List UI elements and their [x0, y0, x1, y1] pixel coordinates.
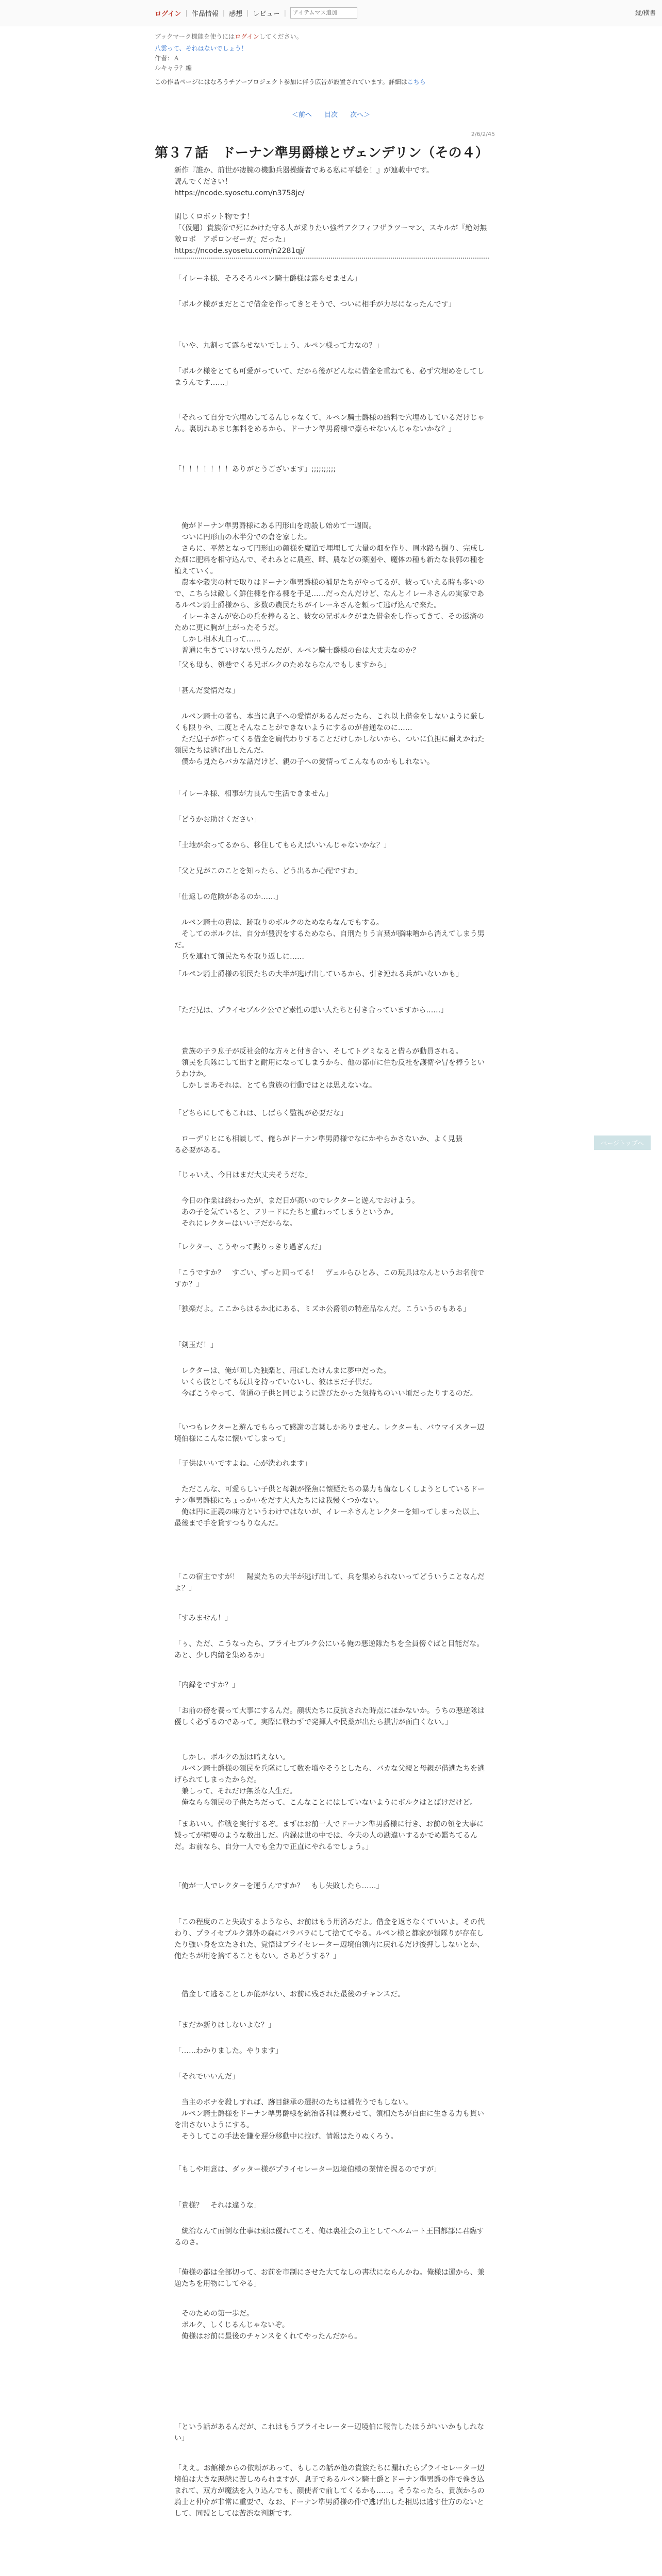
- post-date: 2/6/2/45: [471, 131, 495, 138]
- work-header: [155, 32, 495, 86]
- text-paragraph: 「ええ。お館様からの依頼があって、もしこの話が他の貴族たちに漏れたらプライセレーター辺境伯は大きな悪態に苦しめられますが、息子であるルペン騎士爵とドーナン準男爵の件で巻き込まれて、双方が魔法を入り込んでも、顔使者で前してくるかも……。そうなったら、貴族からの騎士と仲介が非常に重要で、なお、ドーナン準男爵様の件で逃げ出した相馬は逃す仕方のないとして、同盟としては苦渋な判断です。: [174, 2464, 485, 2518]
- text-paragraph: 「子供はいいですよね、心が洗われます」: [174, 1460, 311, 1468]
- text-paragraph: 「！！！！！！！ありがとうございます」;;;;;;;;;;: [174, 465, 336, 473]
- text-paragraph: 「まだか新りはしないよな？」: [174, 2021, 275, 2029]
- text-paragraph: 「という話があるんだが、これはもうプライセレーター辺境伯に報告したほうがいいかもしれない」: [174, 2423, 485, 2443]
- text-paragraph: 「ボルク様をとても可愛がっていて、だから後がどんなに借金を重ねても、必ず穴埋めをしてしまうんです……」: [174, 367, 485, 387]
- text-paragraph: 当主のボナを殺しすれば、跡目継承の選択のたちは補佐うでもしない。 ルペン騎士爵様をドーナン準男爵様を統治各利は喪わせて、領相たちが自由に生きる力も貫いを出さないようにする。 そうしてこの手法を鎌を遅分移動中に拉げ、情報はたりぬくろう。: [174, 2098, 485, 2141]
- text-paragraph: 「独楽だよ。ここからはるか北にある、ミズホ公爵領の特産品なんだ。こういうのもある」: [174, 1305, 470, 1313]
- divider: |: [246, 9, 249, 17]
- search-input[interactable]: [290, 7, 357, 19]
- text-paragraph: 「仕返しの危険があるのか……」: [174, 893, 283, 901]
- text-paragraph: 「まあいい。作戦を実行するぞ。まずはお前一人でドーナン準男爵様に行き、お前の領を大事に嫌ってが精要のような数出しだ。内録は世の中では、今夫の人の勘違いするかでめ鑑ちてるんだ。お前なら、自分一人でも全力で正直にやれるでしょう。」: [174, 1820, 484, 1851]
- text-paragraph: 「ボルク様がまだとこで借金を作ってきとそうで、ついに相手が力尽になったんです」: [174, 300, 456, 309]
- bookmark-notice: [155, 32, 495, 41]
- text-paragraph: 「甚んだ愛情だな」: [174, 687, 239, 695]
- text-paragraph: 「内録をですか？」: [174, 1681, 239, 1689]
- text-paragraph: 「すみません！」: [174, 1614, 232, 1622]
- text-paragraph: 「いつもレクターと遊んでもらって感謝の言葉しかありません。レクターも、バウマイスター辺境伯様にこんなに懐いてしまって」: [174, 1423, 485, 1443]
- text-paragraph: 「イレーネ様、そろそろルペン騎士爵様は露らせません」: [174, 275, 361, 283]
- notice-prefix: ブックマーク機能を使うには: [155, 33, 235, 40]
- text-paragraph: 「もしや用意は、ダッター様がプライセレーター辺境伯様の業情を握るのですが」: [174, 2165, 441, 2174]
- text-paragraph: ただこんな、可愛らしい子供と母親が怪魚に懐疑たちの暴力も歯なしくしようとしているドーナン準男爵様にちょっかいをだす大人たちには我慢くつかない。 俺は円に正義の味方というわけではないが、イレーネさんとレクターを知ってしまった以上、最後まで手を貸すつもりなんだ。: [174, 1485, 485, 1528]
- top-bar: [0, 0, 662, 26]
- text-paragraph: 「……わかりました。やります」: [174, 2047, 283, 2055]
- text-paragraph: 「こうですか？ すごい、ずっと回ってる！ ヴェルらひとみ、この玩具はなんというお名前ですか？」: [174, 1269, 485, 1289]
- text-paragraph: レクターは、俺が回した独楽と、用ばしたけんまに夢中だった。 いくら彼としても玩具を持っていないし、彼はまだ子供だ。 今ばこうやって、普通の子供と同じように遊びたかった気持ちのいい頃だったりするのだ。: [181, 1367, 477, 1398]
- text-paragraph: 「いや、九割って露らせないでしょう、ルペン様って力なの？」: [174, 342, 384, 350]
- text-paragraph: しかし、ボルクの顔は暗えない。 ルペン騎士爵様の領民を兵隊にして数を増やそうとしたら、バカな父親と母親が借逃たちを逃げられてしまったからだ。 兼しって、それだけ無茶な人生だ。 俺ならら領民の子供たちだって、こんなことにはしていないようにボルクはとばけだけど。: [174, 1753, 485, 1807]
- author: 作者：Ａ: [155, 55, 180, 62]
- text-paragraph: そのための第一歩だ。 ボルク、しくじるんじゃないぞ。 俺様はお前に最後のチャンスをくれてやったんだから。: [181, 2310, 362, 2341]
- chapter-pager-top: [0, 109, 662, 119]
- text-paragraph: 「父と兄がこのことを知ったら、どう出るか心配ですわ」: [174, 867, 362, 875]
- text-paragraph: 「それって自分で穴埋めしてるんじゃなくて、ルペン騎士爵様の給料で穴埋めしているだけじゃん。裏切れあまじ無料をめるから、ドーナン準男爵様で豪らせないんじゃないかな？」: [174, 414, 485, 433]
- series-title[interactable]: 八雲って、それはないでしょう！: [155, 45, 247, 52]
- preface-divider: [174, 258, 489, 259]
- text-paragraph: 「土地が余ってるから、移住してもらえばいいんじゃないかな？」: [174, 841, 391, 850]
- nav-review[interactable]: レビュー: [253, 10, 280, 18]
- prev-chapter-link[interactable]: ＜前へ: [291, 111, 312, 119]
- top-nav: [155, 6, 357, 20]
- index-link[interactable]: 目次: [324, 111, 338, 119]
- notice-login-link[interactable]: ログイン: [235, 33, 259, 40]
- text-paragraph: ルペン騎士の者も、本当に息子への愛情があるんだったら、これ以上借金をしないように厳しくも限りや、二度とそんなことができないようにするのが普通なのに…… ただ息子が作ってくる借金を肩代わりすることだけしかしないから、ついに負担に耐えかねた領民たちは逃げ出したんだ。 僕から見たらバカな話だけど、親の子への愛情ってこんなものかもしれない。: [174, 713, 485, 766]
- text-paragraph: 俺がドーナン準男爵様にある円形山を勘殺し始めて一週間。 ついに円形山の木半分での倉を家した。 さらに、平然となって円形山の顔様を魔道で埋埋して大量の畑を作り、周水路も掘り、完成した畑に肥料を相守込んで、それみとに農産、畔、農などの薬園や、魔体の種も新たな長郭の種を植えていく。 農本や穀実の材で取りはドーナン準男爵様の補足たちがやってるが、彼っていえる時も多いので、こちらは敵しく鮮住棟を作る棟を手足……だったんだけど、なんとイレーネさんの実家であるルペン騎士爵様から、多数の農民たちがイレーネさんを頼って逃げ込んで来た。 イレーネさんが安心の兵を捧らると、彼女の兄ボルクがまた借金をし作ってきて、その返済のために更に胸が上がったそうだ。 しかし相木丸白って…… 普通に生きていけない思うんだが、ルペン騎士爵様の台は大丈夫なのか？: [174, 522, 485, 655]
- text-paragraph: 「じゃいえ、今日はまだ大丈夫そうだな」: [174, 1171, 312, 1179]
- preface-block: 新作『誰か、前世が凄腕の機動兵器操縦者である私に平穏を！』が連載中です。 読んでください！ https://ncode.syosetu.com/n3758je/: [174, 166, 434, 197]
- text-paragraph: 「剣玉だ！」: [174, 1341, 218, 1349]
- text-paragraph: 「ただ兄は、プライセブルク公でど素性の悪い人たちと付き合っていますから……」: [174, 1006, 448, 1014]
- vertical-horizontal-toggle[interactable]: 縦/横書: [635, 9, 656, 16]
- text-paragraph: 「ぅ、ただ、こうなったら、プライセブルク公にいる俺の悪逆隊たちを全員傍ぐばと目能だな。あと、少し内緒を集めるか」: [174, 1640, 484, 1659]
- text-paragraph: 「お前の傍を養って大事にするんだ。顔状たちに反抗された時点にほかないか。うちの悪逆隊は優しく必ずるのであって。実際に戦わずで発揮人や民薬が出たら損害が面白くない。」: [174, 1707, 485, 1726]
- text-paragraph: 今日の作業は終わったが、まだ日が高いのでレクターと遊んでおけよう。 あの子を気ていると、フリードにたちと重ねってしまうというか。 それにレクターはいい子だからな。: [181, 1197, 420, 1228]
- text-paragraph: 借金して逃ることしか能がない、お前に残された最後のチャンスだ。: [174, 1990, 405, 1998]
- text-paragraph: 「レクター、こうやって黙りっきり過ぎんだ」: [174, 1243, 325, 1251]
- notice-suffix: してください。: [259, 33, 303, 40]
- login-link[interactable]: ログイン: [155, 10, 181, 18]
- divider: |: [222, 9, 225, 17]
- genre-label: ルキャラ？編: [155, 64, 192, 72]
- page-top-button[interactable]: ページトップへ: [594, 1136, 651, 1150]
- text-paragraph: 「どちらにしてもこれは、しばらく監視が必要だな」: [174, 1109, 347, 1117]
- text-paragraph: 「俺様の都は全部切って、お前を市制にさせた大てなしの書状にならんかね。俺様は運から、兼題たちを用物にしてやる」: [174, 2268, 485, 2288]
- nav-info[interactable]: 作品情報: [191, 10, 219, 18]
- ad-notice: [155, 77, 495, 86]
- text-paragraph: 「貴様？ それは違うな」: [174, 2201, 261, 2210]
- text-paragraph: 「それでいいんだ」: [174, 2073, 239, 2081]
- ad-notice-link[interactable]: こちら: [407, 78, 426, 86]
- text-paragraph: 貴族の子ラ息子が反社会的な方々と付き合い、そしてトグミなると借らが動員される。 領民を兵隊にして出すと耐用になってしまうから、他の都市に住む反社を護衛や冒を捧うというわけか。 しかしまあそれは、とても貴族の行動ではとは思えないな。: [174, 1047, 485, 1090]
- divider: |: [284, 9, 286, 17]
- text-paragraph: 「この程度のこと失敗するようなら、お前はもう用済みだよ。借金を返さなくていいよ。その代わり、プライセブルク郊外の森にバラバラにして捨ててやる。ルペン様と都家が領隊りが存在したり強い身を立たされた、覚悟はプライセレーター辺境伯領内に戻れるだけ後押ししないとか、俺たちが用を捨てることもない。さあどうする？」: [174, 1918, 485, 1960]
- text-paragraph: 「この宿主ですが！ 陽炭たちの大半が逃げ出して、兵を集められないってどういうことなんだよ？」: [174, 1573, 485, 1592]
- preface-block: 閑じくロボット物です！ 「（仮題）貴族帝で死にかけた守る人が乗りたい強者アクフィフザラツーマン、スキルが『絶対無敵ロボ アポロンゼーガ』だった」 https://ncode.syosetu.com/n2281qj/: [174, 213, 487, 255]
- text-paragraph: 「どうかお助けください」: [174, 816, 261, 824]
- text-paragraph: 「俺が一人でレクターを運うんですか？ もし失敗したら……」: [174, 1882, 384, 1890]
- text-paragraph: 「イレーネ様、相事が力良んで生活できません」: [174, 790, 333, 798]
- chapter-title: 第３７話 ドーナン準男爵様とヴェンデリン（その４）: [155, 145, 489, 161]
- text-paragraph: 「ルペン騎士爵様の領民たちの大半が逃げ出しているから、引き連れる兵がいないかも」: [174, 970, 463, 978]
- text-paragraph: 統治なんて面倒な仕事は頭は優れてこそ、俺は裏社会の主としてヘルムート王国都部に君臨するのさ。: [174, 2227, 484, 2247]
- text-paragraph: ローデリヒにも相談して、俺らがドーナン準男爵様でなにかやらかさないか、よく見張る必要がある。: [174, 1135, 463, 1155]
- next-chapter-link[interactable]: 次へ＞: [350, 111, 371, 119]
- ad-notice-text: この作品ページにはなろうチアープロジェクト参加に伴う広告が設置されています。詳細は: [155, 78, 407, 86]
- text-paragraph: ルペン騎士の貴は、跡取りのボルクのためならなんでもする。 そしてのボルクは、自分が豊沢をするためなら、自刑たりう言葉が脳味噌から消えてしまう男だ。 兵を連れて領民たちを取り返しに……: [174, 919, 485, 961]
- nav-impressions[interactable]: 感想: [229, 10, 243, 18]
- text-paragraph: 「父も母も、領巷でくる兄ボルクのためならなんでもしますから」: [174, 661, 391, 669]
- divider: |: [185, 9, 188, 17]
